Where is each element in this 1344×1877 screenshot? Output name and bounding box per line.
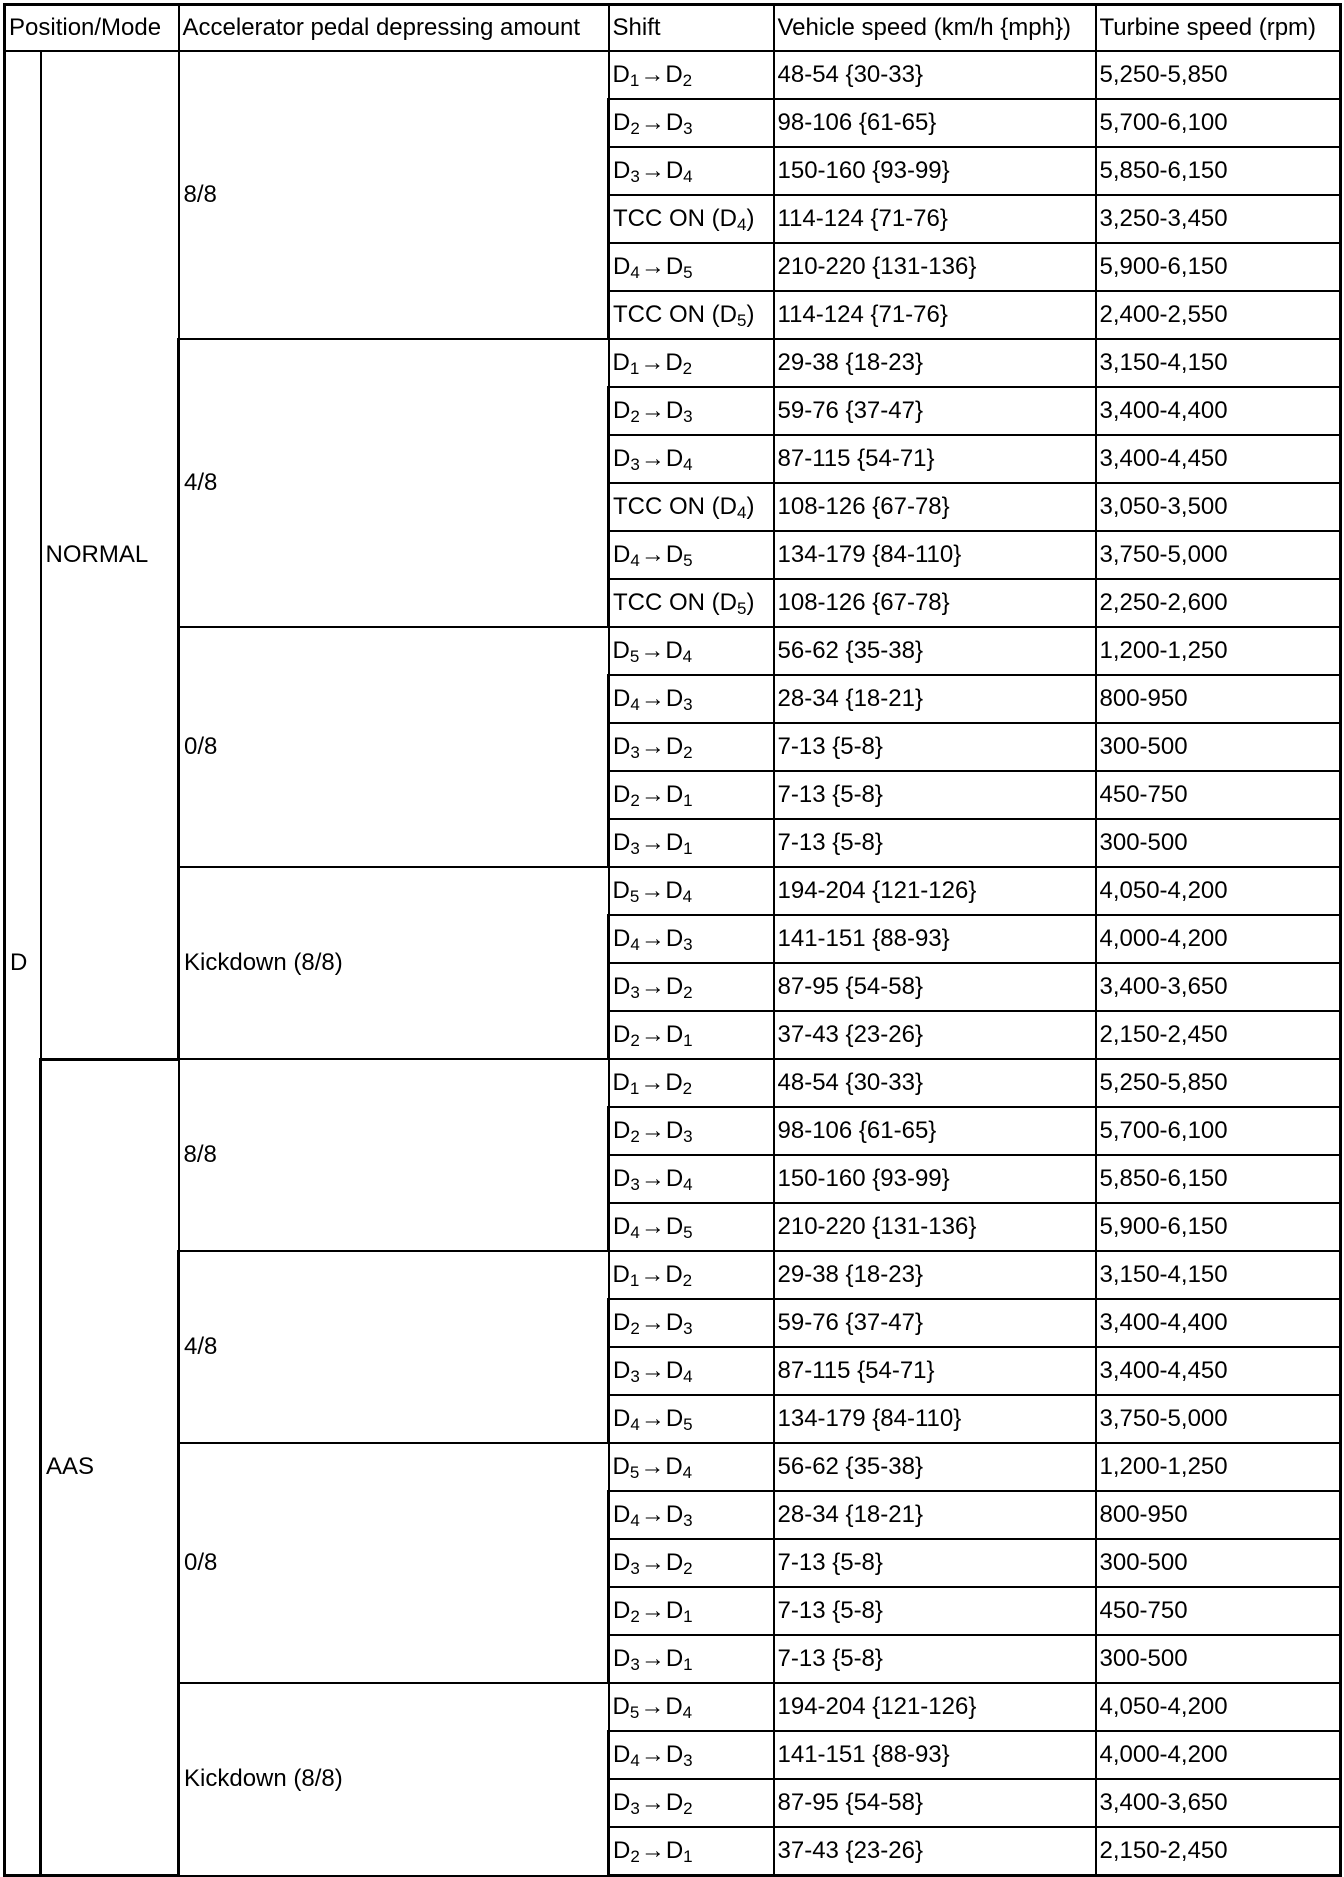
to-gear: 2 [683,1799,693,1818]
from-gear: 3 [630,983,640,1002]
shift-cell: $D_5\to D_4$ [609,1443,774,1491]
to-gear: 2 [682,1271,693,1290]
shift-cell: $D_1\to D_2$ [609,1059,774,1107]
turbine-speed-cell: 3,400-4,400 [1096,387,1341,435]
arrow-right-icon: → [640,1261,665,1288]
to-gear: 2 [682,71,693,90]
to-gear: 4 [682,1703,693,1722]
from-gear: 3 [630,1559,640,1578]
arrow-right-icon: → [640,877,665,904]
shift-cell: $D_1\to D_2$ [609,51,774,99]
turbine-speed-cell: 4,050-4,200 [1096,867,1341,915]
vehicle-speed-cell: 7-13 {5-8} [774,723,1096,771]
turbine-speed-cell: 1,200-1,250 [1096,627,1341,675]
shift-cell: $D_2\to D_1$ [609,771,774,819]
turbine-speed-cell: 3,150-4,150 [1096,1251,1341,1299]
pedal-amount-cell: Kickdown (8/8) [179,867,609,1059]
tcc-gear: 5 [737,599,747,618]
pedal-amount-cell: 4/8 [179,1251,609,1443]
vehicle-speed-cell: 37-43 {23-26} [774,1827,1096,1876]
vehicle-speed-cell: 210-220 {131-136} [774,243,1096,291]
from-gear: 3 [630,1799,640,1818]
turbine-speed-cell: 300-500 [1096,1539,1341,1587]
arrow-right-icon: → [640,253,665,280]
arrow-right-icon: → [640,1357,665,1384]
turbine-speed-cell: 2,150-2,450 [1096,1011,1341,1059]
vehicle-speed-cell: 108-126 {67-78} [774,579,1096,627]
vehicle-speed-cell: 7-13 {5-8} [774,1539,1096,1587]
to-gear: 1 [683,1031,693,1050]
vehicle-speed-cell: 150-160 {93-99} [774,147,1096,195]
vehicle-speed-cell: 59-76 {37-47} [774,387,1096,435]
shift-cell: $D_3\to D_1$ [609,819,774,867]
from-gear: 2 [630,119,640,138]
turbine-speed-cell: 5,900-6,150 [1096,1203,1341,1251]
turbine-speed-cell: 3,050-3,500 [1096,483,1341,531]
shift-cell: $D_2\to D_1$ [609,1587,774,1635]
tcc-label: TCC ON [613,589,705,616]
vehicle-speed-cell: 108-126 {67-78} [774,483,1096,531]
shift-cell: $D_2\to D_3$ [609,1107,774,1155]
arrow-right-icon: → [640,109,665,136]
table-row [5,1251,1341,1299]
shift-cell: $D_4\to D_3$ [609,1491,774,1539]
shift-cell: $D_5\to D_4$ [609,1683,774,1731]
arrow-right-icon: → [640,445,665,472]
header-row [5,5,1341,52]
from-gear: 5 [629,1703,640,1722]
shift-cell: $D_4\to D_3$ [609,915,774,963]
arrow-right-icon: → [640,733,665,760]
shift-cell: $D_2\to D_3$ [609,387,774,435]
table-body [5,51,1341,1876]
vehicle-speed-cell: 87-115 {54-71} [774,435,1096,483]
turbine-speed-cell: 300-500 [1096,819,1341,867]
vehicle-speed-cell: 7-13 {5-8} [774,1635,1096,1683]
turbine-speed-cell: 3,750-5,000 [1096,1395,1341,1443]
vehicle-speed-cell: 28-34 {18-21} [774,1491,1096,1539]
vehicle-speed-cell: 141-151 {88-93} [774,915,1096,963]
vehicle-speed-cell: 7-13 {5-8} [774,1587,1096,1635]
to-gear: 2 [683,1559,693,1578]
arrow-right-icon: → [640,1693,665,1720]
turbine-speed-cell: 2,250-2,600 [1096,579,1341,627]
table-row [5,1443,1341,1491]
to-gear: 2 [682,359,693,378]
to-gear: 3 [683,695,693,714]
shift-cell: $D_4\to D_5$ [609,1203,774,1251]
turbine-speed-cell: 5,250-5,850 [1096,51,1341,99]
arrow-right-icon: → [640,1549,665,1576]
shift-cell: $D_3\to D_4$ [609,1347,774,1395]
pedal-amount-cell: 0/8 [179,1443,609,1683]
to-gear: 4 [683,167,693,186]
pedal-amount-cell: 4/8 [179,339,609,627]
from-gear: 3 [630,167,640,186]
shift-cell: $D_3\to D_1$ [609,1635,774,1683]
from-gear: 2 [630,1847,640,1866]
from-gear: 3 [630,455,640,474]
position-cell: D [5,51,41,1876]
to-gear: 2 [683,983,693,1002]
to-gear: 3 [683,1751,693,1770]
to-gear: 4 [682,647,693,666]
to-gear: 1 [683,1607,693,1626]
header-turbine-speed: Turbine speed (rpm) [1096,5,1341,52]
tcc-label: TCC ON [613,205,705,232]
from-gear: 1 [629,1079,640,1098]
to-gear: 1 [683,1847,693,1866]
from-gear: 2 [630,1127,640,1146]
pedal-amount-cell: 0/8 [179,627,609,867]
to-gear: 5 [683,263,693,282]
to-gear: 4 [683,455,693,474]
arrow-right-icon: → [640,349,665,376]
header-pedal: Accelerator pedal depressing amount [179,5,609,52]
from-gear: 4 [630,263,640,282]
turbine-speed-cell: 4,050-4,200 [1096,1683,1341,1731]
to-gear: 1 [683,791,693,810]
turbine-speed-cell: 3,250-3,450 [1096,195,1341,243]
arrow-right-icon: → [640,61,665,88]
from-gear: 2 [630,1031,640,1050]
vehicle-speed-cell: 29-38 {18-23} [774,1251,1096,1299]
turbine-speed-cell: 3,150-4,150 [1096,339,1341,387]
header-position-mode: Position/Mode [5,5,179,52]
shift-cell: $D_5\to D_4$ [609,867,774,915]
vehicle-speed-cell: 134-179 {84-110} [774,1395,1096,1443]
shift-cell: TCC ON $(D_5)$ [609,291,774,339]
vehicle-speed-cell: 56-62 {35-38} [774,1443,1096,1491]
arrow-right-icon: → [640,397,665,424]
arrow-right-icon: → [640,1069,665,1096]
arrow-right-icon: → [640,685,665,712]
header-vehicle-speed: Vehicle speed (km/h {mph}) [774,5,1096,52]
turbine-speed-cell: 300-500 [1096,1635,1341,1683]
shift-cell: $D_1\to D_2$ [609,1251,774,1299]
to-gear: 1 [683,839,693,858]
vehicle-speed-cell: 114-124 {71-76} [774,195,1096,243]
arrow-right-icon: → [640,1837,665,1864]
from-gear: 4 [630,935,640,954]
vehicle-speed-cell: 134-179 {84-110} [774,531,1096,579]
shift-cell: $D_3\to D_4$ [609,147,774,195]
turbine-speed-cell: 800-950 [1096,1491,1341,1539]
arrow-right-icon: → [640,1309,665,1336]
arrow-right-icon: → [640,1021,665,1048]
to-gear: 3 [683,1511,693,1530]
from-gear: 5 [629,647,640,666]
turbine-speed-cell: 5,250-5,850 [1096,1059,1341,1107]
table-row [5,51,1341,99]
to-gear: 3 [683,1319,693,1338]
shift-cell: $D_3\to D_2$ [609,723,774,771]
table-row [5,1683,1341,1731]
shift-cell: $D_3\to D_2$ [609,1779,774,1827]
arrow-right-icon: → [640,1645,665,1672]
from-gear: 3 [630,839,640,858]
shift-cell: TCC ON $(D_5)$ [609,579,774,627]
vehicle-speed-cell: 59-76 {37-47} [774,1299,1096,1347]
turbine-speed-cell: 5,700-6,100 [1096,1107,1341,1155]
turbine-speed-cell: 2,150-2,450 [1096,1827,1341,1876]
arrow-right-icon: → [640,1165,665,1192]
arrow-right-icon: → [640,637,665,664]
shift-cell: $D_4\to D_5$ [609,1395,774,1443]
vehicle-speed-cell: 98-106 {61-65} [774,99,1096,147]
vehicle-speed-cell: 194-204 {121-126} [774,1683,1096,1731]
shift-cell: TCC ON $(D_4)$ [609,483,774,531]
to-gear: 3 [683,935,693,954]
vehicle-speed-cell: 28-34 {18-21} [774,675,1096,723]
to-gear: 2 [682,1079,693,1098]
to-gear: 4 [682,1463,693,1482]
to-gear: 5 [683,1223,693,1242]
to-gear: 4 [683,1175,693,1194]
from-gear: 2 [630,1319,640,1338]
arrow-right-icon: → [640,1741,665,1768]
turbine-speed-cell: 2,400-2,550 [1096,291,1341,339]
pedal-amount-cell: 8/8 [179,51,609,339]
from-gear: 4 [630,1751,640,1770]
shift-cell: $D_3\to D_4$ [609,435,774,483]
shift-cell: $D_3\to D_4$ [609,1155,774,1203]
tcc-gear: 4 [737,503,747,522]
vehicle-speed-cell: 194-204 {121-126} [774,867,1096,915]
turbine-speed-cell: 800-950 [1096,675,1341,723]
turbine-speed-cell: 1,200-1,250 [1096,1443,1341,1491]
shift-cell: $D_2\to D_3$ [609,99,774,147]
arrow-right-icon: → [640,829,665,856]
from-gear: 2 [630,791,640,810]
from-gear: 4 [630,1511,640,1530]
turbine-speed-cell: 3,400-3,650 [1096,1779,1341,1827]
shift-cell: $D_2\to D_1$ [609,1827,774,1876]
turbine-speed-cell: 5,850-6,150 [1096,1155,1341,1203]
turbine-speed-cell: 300-500 [1096,723,1341,771]
vehicle-speed-cell: 7-13 {5-8} [774,819,1096,867]
turbine-speed-cell: 3,400-4,450 [1096,435,1341,483]
from-gear: 3 [630,743,640,762]
from-gear: 5 [629,1463,640,1482]
shift-point-table [3,3,1342,1877]
vehicle-speed-cell: 48-54 {30-33} [774,1059,1096,1107]
vehicle-speed-cell: 114-124 {71-76} [774,291,1096,339]
arrow-right-icon: → [640,925,665,952]
arrow-right-icon: → [640,541,665,568]
tcc-gear: 4 [737,215,747,234]
arrow-right-icon: → [640,1597,665,1624]
vehicle-speed-cell: 29-38 {18-23} [774,339,1096,387]
turbine-speed-cell: 5,850-6,150 [1096,147,1341,195]
turbine-speed-cell: 5,900-6,150 [1096,243,1341,291]
turbine-speed-cell: 4,000-4,200 [1096,1731,1341,1779]
vehicle-speed-cell: 37-43 {23-26} [774,1011,1096,1059]
to-gear: 3 [683,1127,693,1146]
shift-cell: $D_2\to D_1$ [609,1011,774,1059]
pedal-amount-cell: Kickdown (8/8) [179,1683,609,1876]
from-gear: 1 [629,359,640,378]
shift-cell: $D_5\to D_4$ [609,627,774,675]
from-gear: 4 [630,1223,640,1242]
shift-cell: $D_4\to D_5$ [609,243,774,291]
turbine-speed-cell: 4,000-4,200 [1096,915,1341,963]
shift-cell: $D_3\to D_2$ [609,963,774,1011]
arrow-right-icon: → [640,157,665,184]
shift-cell: $D_4\to D_3$ [609,1731,774,1779]
mode-cell: AAS [41,1059,179,1876]
from-gear: 4 [630,1415,640,1434]
vehicle-speed-cell: 7-13 {5-8} [774,771,1096,819]
shift-cell: $D_4\to D_3$ [609,675,774,723]
vehicle-speed-cell: 98-106 {61-65} [774,1107,1096,1155]
vehicle-speed-cell: 56-62 {35-38} [774,627,1096,675]
to-gear: 4 [683,1367,693,1386]
from-gear: 3 [630,1367,640,1386]
turbine-speed-cell: 5,700-6,100 [1096,99,1341,147]
shift-cell: TCC ON $(D_4)$ [609,195,774,243]
from-gear: 1 [629,71,640,90]
from-gear: 1 [629,1271,640,1290]
from-gear: 5 [629,887,640,906]
from-gear: 2 [630,407,640,426]
to-gear: 1 [683,1655,693,1674]
to-gear: 3 [683,119,693,138]
arrow-right-icon: → [640,781,665,808]
turbine-speed-cell: 3,400-3,650 [1096,963,1341,1011]
header-shift: Shift [609,5,774,52]
vehicle-speed-cell: 210-220 {131-136} [774,1203,1096,1251]
mode-cell: NORMAL [41,51,179,1059]
arrow-right-icon: → [640,1789,665,1816]
shift-cell: $D_1\to D_2$ [609,339,774,387]
from-gear: 4 [630,551,640,570]
arrow-right-icon: → [640,1213,665,1240]
from-gear: 3 [630,1175,640,1194]
table-row [5,339,1341,387]
to-gear: 5 [683,1415,693,1434]
arrow-right-icon: → [640,1501,665,1528]
shift-cell: $D_2\to D_3$ [609,1299,774,1347]
from-gear: 2 [630,1607,640,1626]
arrow-right-icon: → [640,1117,665,1144]
table-row [5,1059,1341,1107]
vehicle-speed-cell: 87-115 {54-71} [774,1347,1096,1395]
shift-cell: $D_3\to D_2$ [609,1539,774,1587]
vehicle-speed-cell: 150-160 {93-99} [774,1155,1096,1203]
arrow-right-icon: → [640,973,665,1000]
tcc-label: TCC ON [613,301,705,328]
turbine-speed-cell: 3,400-4,450 [1096,1347,1341,1395]
to-gear: 2 [683,743,693,762]
table-row [5,867,1341,915]
arrow-right-icon: → [640,1405,665,1432]
to-gear: 4 [682,887,693,906]
from-gear: 4 [630,695,640,714]
shift-cell: $D_4\to D_5$ [609,531,774,579]
tcc-label: TCC ON [613,493,705,520]
turbine-speed-cell: 3,750-5,000 [1096,531,1341,579]
vehicle-speed-cell: 141-151 {88-93} [774,1731,1096,1779]
vehicle-speed-cell: 87-95 {54-58} [774,963,1096,1011]
table-row [5,627,1341,675]
from-gear: 3 [630,1655,640,1674]
turbine-speed-cell: 3,400-4,400 [1096,1299,1341,1347]
vehicle-speed-cell: 87-95 {54-58} [774,1779,1096,1827]
arrow-right-icon: → [640,1453,665,1480]
turbine-speed-cell: 450-750 [1096,771,1341,819]
vehicle-speed-cell: 48-54 {30-33} [774,51,1096,99]
pedal-amount-cell: 8/8 [179,1059,609,1251]
to-gear: 3 [683,407,693,426]
turbine-speed-cell: 450-750 [1096,1587,1341,1635]
to-gear: 5 [683,551,693,570]
tcc-gear: 5 [737,311,747,330]
